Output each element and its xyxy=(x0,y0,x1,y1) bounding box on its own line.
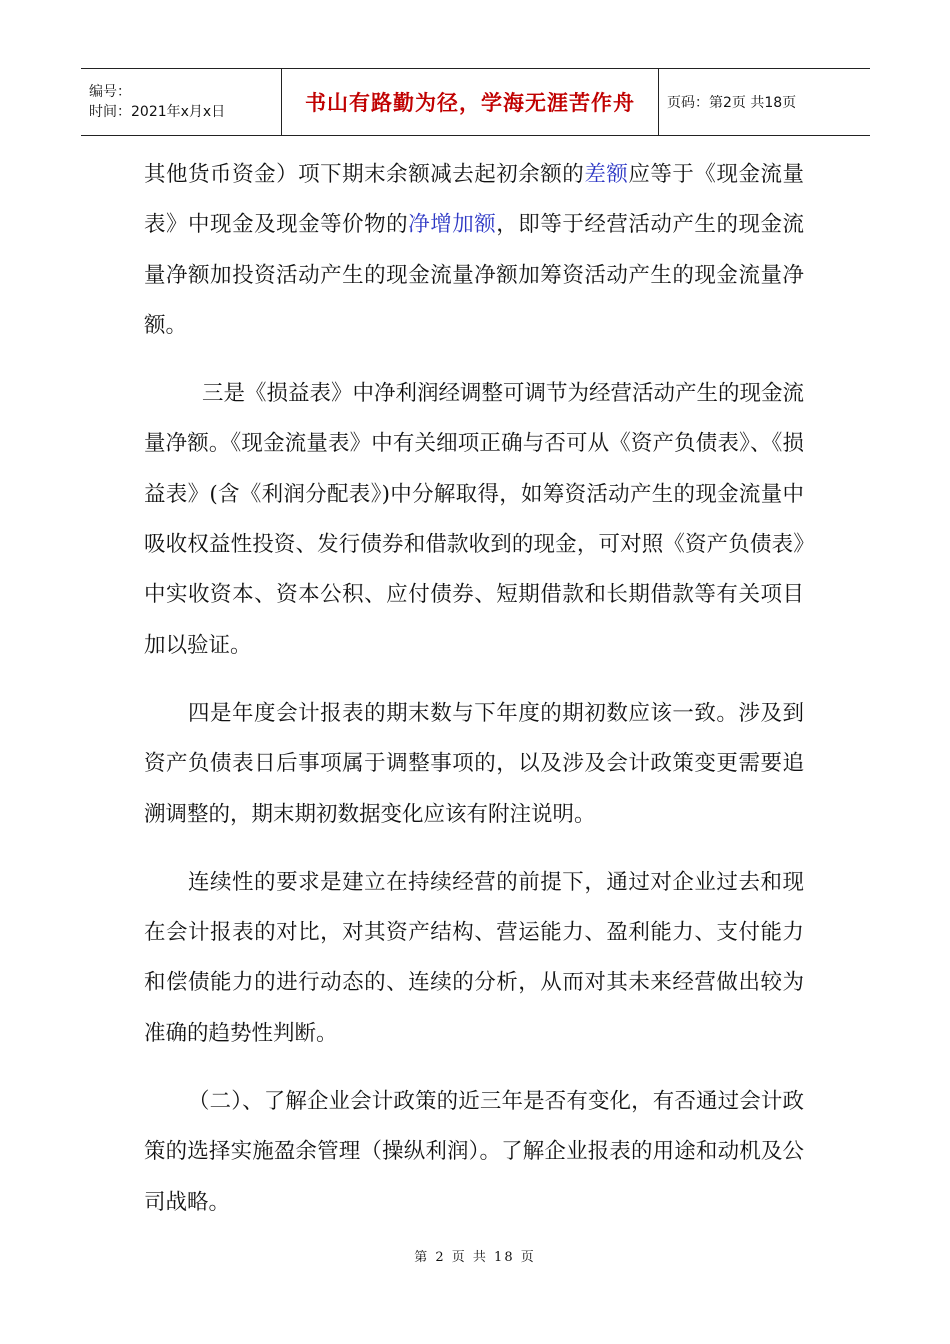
document-number-label: 编号： xyxy=(89,84,131,100)
paragraph-continuity: 连续性的要求是建立在持续经营的前提下，通过对企业过去和现在会计报表的对比，对其资产结构、营运能力、盈利能力、支付能力和偿债能力的进行动态的、连续的分析，从而对其未来经营做出较为准确的趋势性判断。 xyxy=(144,869,804,1046)
paragraph-cash-flow-equation xyxy=(144,150,804,351)
paragraph-section-two: （二）、了解企业会计政策的近三年是否有变化，有否通过会计政策的选择实施盈余管理（操纵利润）。了解企业报表的用途和动机及公司战略。 xyxy=(144,1089,804,1215)
header-motto: 书山有路勤为径，学海无涯苦作舟 xyxy=(305,91,635,115)
paragraph-text: 其他货币资金）项下期末余额减去起初余额的 xyxy=(144,162,585,187)
header-meta xyxy=(81,69,282,135)
term-link-difference[interactable]: 差额 xyxy=(584,162,629,187)
document-body xyxy=(144,150,804,1228)
paragraph-text: 应等于《现金流量表》中现金及现金等价物的 xyxy=(144,162,804,238)
page-footer: 第 2 页 共 18 页 xyxy=(414,1250,536,1265)
document-time-label: 时间：2021年x月x日 xyxy=(89,104,226,120)
header-page-code: 页码：第2页 共18页 xyxy=(667,95,797,111)
paragraph-point-four: 四是年度会计报表的期末数与下年度的期初数应该一致。涉及到资产负债表日后事项属于调整事项的，以及涉及会计政策变更需要追溯调整的，期末期初数据变化应该有附注说明。 xyxy=(144,700,804,827)
header-page-code-cell xyxy=(659,69,870,135)
header-motto-cell xyxy=(282,69,659,135)
page-header xyxy=(81,68,870,136)
paragraph-text: ，即等于经营活动产生的现金流量净额加投资活动产生的现金流量净额加筹资活动产生的现金流量净额。 xyxy=(144,212,804,338)
term-link-net-increase[interactable]: 净增加额 xyxy=(408,212,497,238)
paragraph-point-three: 三是《损益表》中净利润经调整可调节为经营活动产生的现金流量净额。《现金流量表》中有关细项正确与否可从《资产负债表》、《损益表》(含《利润分配表》)中分解取得，如筹资活动产生的现金流量中吸收权益性投资、发行债券和借款收到的现金，可对照《资产负债表》中实收资本、资本公积、应付债券、短期借款和长期借款等有关项目加以验证。 xyxy=(144,381,805,658)
